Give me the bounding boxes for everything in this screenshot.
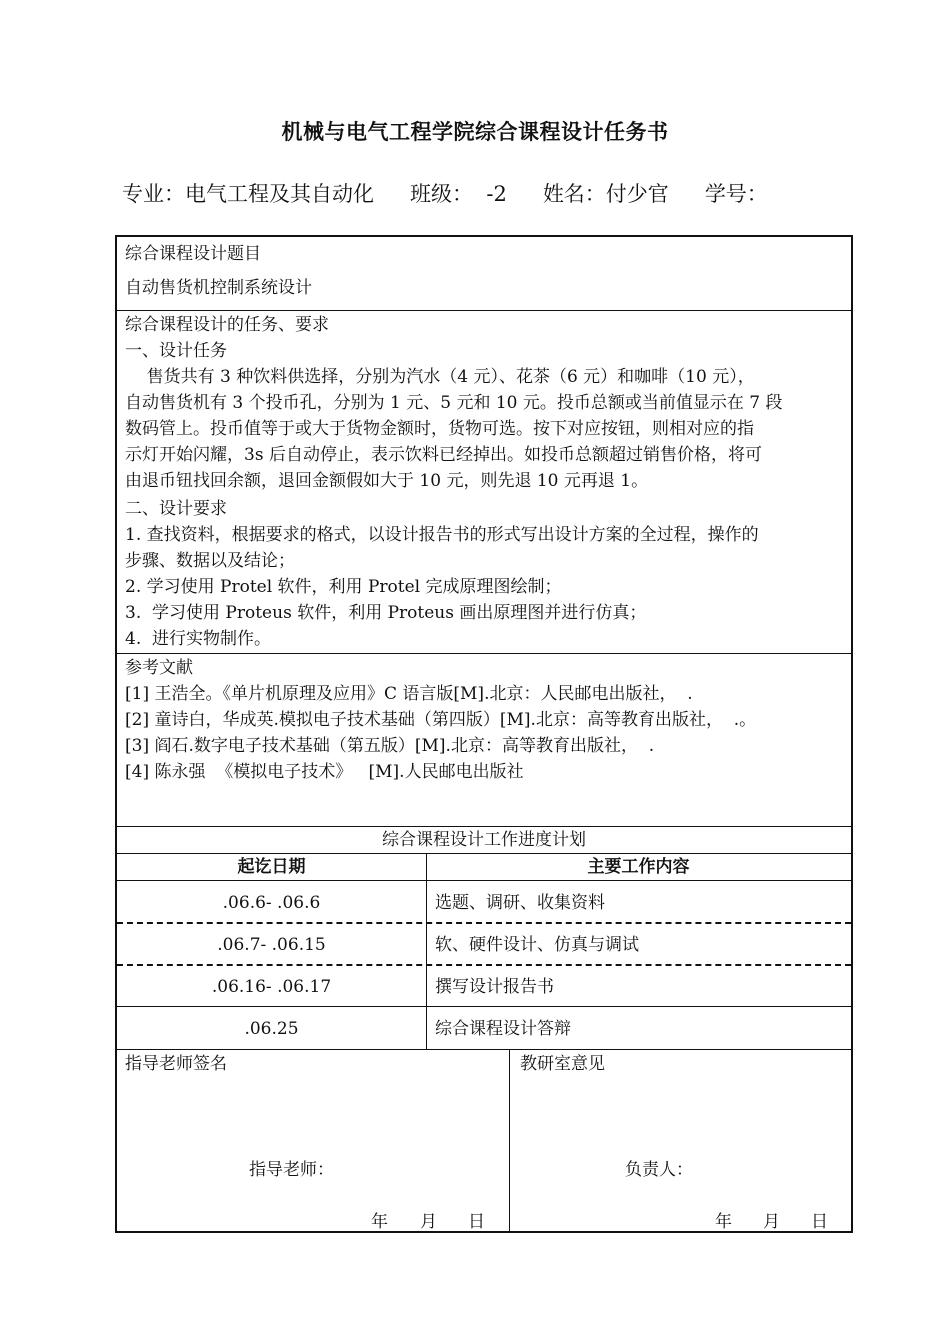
requirements-list xyxy=(125,522,845,652)
office-opinion-label: 教研室意见 xyxy=(520,1054,605,1074)
office-date-year: 年 xyxy=(715,1212,732,1232)
tasks-label: 综合课程设计的任务、要求 xyxy=(125,315,329,335)
topic-value: 自动售货机控制系统设计 xyxy=(125,278,312,298)
schedule-column-divider xyxy=(426,853,427,1049)
office-date-month: 月 xyxy=(763,1212,780,1232)
schedule-row-date: .06.6- .06.6 xyxy=(222,893,321,913)
divider xyxy=(117,880,851,881)
schedule-row-date: .06.7- .06.15 xyxy=(217,935,326,955)
task-line: 示灯开始闪耀，3s 后自动停止，表示饮料已经掉出。如投币总额超过销售价格，将可 xyxy=(125,445,762,465)
reference-item: [1] 王浩全。《单片机原理及应用》C 语言版[M].北京：人民邮电出版社， . xyxy=(125,684,693,704)
reference-item: [4] 陈永强 《模拟电子技术》 [M].人民邮电出版社 xyxy=(125,762,524,782)
reference-item: [3] 阎石.数字电子技术基础（第五版）[M].北京：高等教育出版社， . xyxy=(125,736,655,756)
divider xyxy=(117,310,851,311)
divider xyxy=(117,1049,851,1050)
requirement-line: 4. 进行实物制作。 xyxy=(125,629,272,649)
task-heading: 一、设计任务 xyxy=(125,341,227,361)
requirement-line: 2. 学习使用 Protel 软件，利用 Protel 完成原理图绘制； xyxy=(125,577,562,597)
dashed-divider xyxy=(117,922,851,924)
schedule-header-date: 起讫日期 xyxy=(237,857,306,877)
divider xyxy=(117,1006,851,1007)
task-line: 数码管上。投币值等于或大于货物金额时，货物可选。按下对应按钮，则相对应的指 xyxy=(125,419,754,439)
major-field: 专业：电气工程及其自动化 xyxy=(122,182,374,206)
schedule-row-date: .06.16- .06.17 xyxy=(211,977,332,997)
advisor-date-year: 年 xyxy=(371,1212,388,1232)
requirement-line: 1. 查找资料，根据要求的格式，以设计报告书的形式写出设计方案的全过程，操作的 xyxy=(125,525,759,545)
task-line: 售货共有 3 种饮料供选择，分别为汽水（4 元）、花茶（6 元）和咖啡（10 元）， xyxy=(125,367,755,387)
schedule-row-content: 撰写设计报告书 xyxy=(435,977,554,997)
requirements-heading: 二、设计要求 xyxy=(125,499,227,519)
advisor-date-day: 日 xyxy=(468,1212,485,1232)
schedule-row-content: 软、硬件设计、仿真与调试 xyxy=(435,935,639,955)
schedule-header-content: 主要工作内容 xyxy=(587,857,690,877)
requirement-line: 步骤、数据以及结论； xyxy=(125,551,295,571)
topic-label: 综合课程设计题目 xyxy=(125,244,261,264)
references-label: 参考文献 xyxy=(125,658,193,678)
references-list xyxy=(125,681,845,785)
document-title: 机械与电气工程学院综合课程设计任务书 xyxy=(281,120,669,144)
requirement-line: 3. 学习使用 Proteus 软件，利用 Proteus 画出原理图并进行仿真； xyxy=(125,603,647,623)
schedule-row-content: 综合课程设计答辩 xyxy=(435,1019,571,1039)
reference-item: [2] 童诗白，华成英.模拟电子技术基础（第四版）[M].北京：高等教育出版社， .。 xyxy=(125,710,757,730)
divider xyxy=(117,653,851,654)
office-date-day: 日 xyxy=(811,1212,828,1232)
student-info-line xyxy=(122,178,768,208)
schedule-row-content: 选题、调研、收集资料 xyxy=(435,893,605,913)
name-field: 姓名：付少官 xyxy=(542,182,669,206)
dashed-divider xyxy=(117,964,851,966)
schedule-row-date: .06.25 xyxy=(244,1019,299,1039)
task-description xyxy=(125,364,845,494)
task-form-table xyxy=(115,235,853,1233)
class-field: 班级： -2 xyxy=(410,182,507,206)
advisor-signature-field: 指导老师： xyxy=(249,1160,334,1180)
signature-column-divider xyxy=(509,1049,510,1231)
schedule-title: 综合课程设计工作进度计划 xyxy=(382,830,586,850)
advisor-date-month: 月 xyxy=(420,1212,437,1232)
student-id-field: 学号： xyxy=(704,182,768,206)
task-line: 自动售货机有 3 个投币孔，分别为 1 元、5 元和 10 元。投币总额或当前值显示在 7 段 xyxy=(125,393,783,413)
office-signature-field: 负责人： xyxy=(625,1160,693,1180)
advisor-signature-label: 指导老师签名 xyxy=(125,1054,227,1074)
task-line: 由退币钮找回余额，退回金额假如大于 10 元，则先退 10 元再退 1。 xyxy=(125,471,649,491)
